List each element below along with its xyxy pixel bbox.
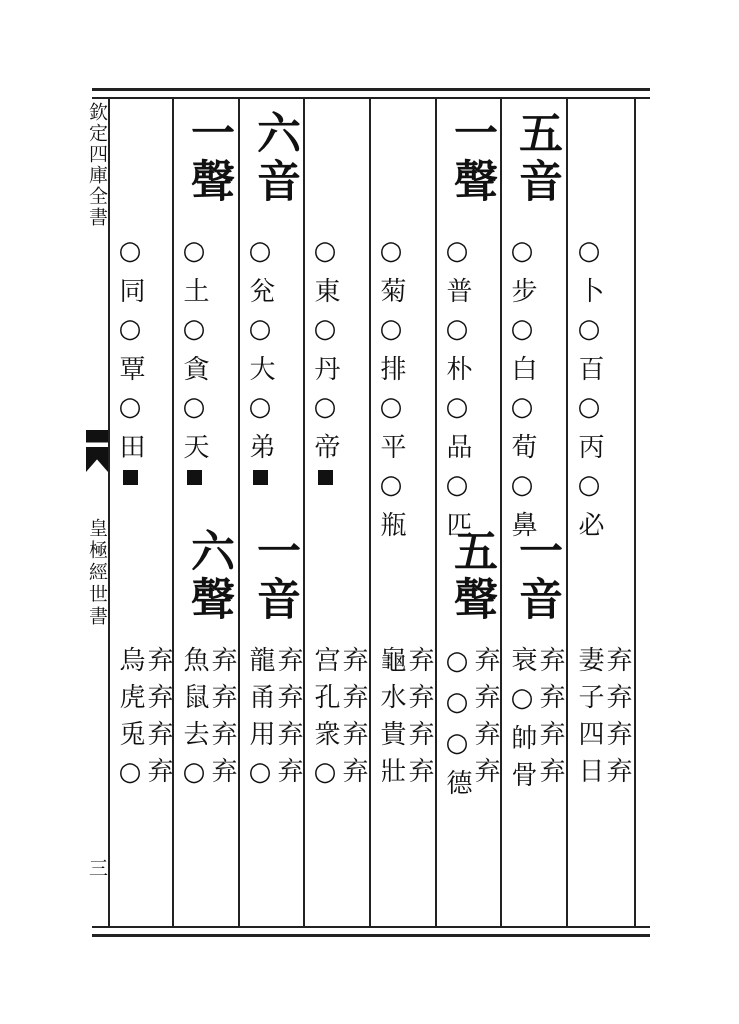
upper-cells: ○普○朴○品○匹 — [442, 236, 472, 548]
text-column-5 — [306, 98, 370, 927]
column-heading: 一聲 — [446, 110, 497, 206]
fill-cells: 弃弃弃弃 — [207, 646, 237, 794]
upper-cells: ○卜○百○丙○必 — [574, 236, 604, 548]
text-column-4 — [372, 98, 436, 927]
text-column-3 — [438, 98, 502, 927]
upper-cells: ○菊○排○平○瓶 — [376, 236, 406, 548]
fill-cells: 弃弃弃弃 — [273, 646, 303, 794]
lower-cells: 宫孔衆○ — [310, 646, 340, 798]
missing-char-block-icon — [318, 470, 333, 485]
column-heading: 五聲 — [446, 528, 497, 624]
text-column-7 — [175, 98, 239, 927]
fill-cells: 弃弃弃弃 — [602, 646, 632, 794]
lower-cells: 妻子四日 — [574, 646, 604, 794]
upper-cells: ○同○覃○田 — [115, 236, 145, 485]
column-heading: 五音 — [511, 110, 562, 206]
missing-char-block-icon — [123, 470, 138, 485]
lower-cells: 烏虎兎○ — [115, 646, 145, 798]
bottom-border — [92, 934, 650, 937]
missing-char-block-icon — [253, 470, 268, 485]
column-heading: 一音 — [511, 528, 562, 624]
lower-cells: 衰○帥骨 — [507, 646, 537, 798]
fill-cells: 弃弃弃弃 — [470, 646, 500, 794]
lower-cells: 龍甬用○ — [245, 646, 275, 798]
fill-cells: 弃弃弃弃 — [404, 646, 434, 794]
fill-cells: 弃弃弃弃 — [535, 646, 565, 794]
text-column-1 — [570, 98, 634, 927]
text-column-6 — [241, 98, 305, 927]
top-border — [92, 88, 650, 91]
lower-cells: ○○○德 — [442, 646, 472, 806]
text-column-2 — [503, 98, 567, 927]
column-heading: 一聲 — [183, 110, 234, 206]
fill-cells: 弃弃弃弃 — [143, 646, 173, 794]
lower-cells: 魚鼠去○ — [179, 646, 209, 798]
fill-cells: 弃弃弃弃 — [338, 646, 368, 794]
column-heading: 六聲 — [183, 528, 234, 624]
missing-char-block-icon — [187, 470, 202, 485]
margin-collection-title: 欽定四庫全書 — [86, 102, 108, 228]
margin-book-title: 皇極經世書 — [86, 518, 108, 628]
margin-page-number: 三 — [86, 858, 108, 877]
upper-cells: ○兊○大○弟 — [245, 236, 275, 485]
fish-tail-mark-icon — [86, 430, 108, 472]
lower-cells: 龜水貴壯 — [376, 646, 406, 794]
text-column-8 — [111, 98, 175, 927]
upper-cells: ○東○丹○帝 — [310, 236, 340, 485]
column-heading: 一音 — [249, 528, 300, 624]
upper-cells: ○土○貪○天 — [179, 236, 209, 485]
column-heading: 六音 — [249, 110, 300, 206]
page-margin-strip — [84, 98, 110, 927]
upper-cells: ○步○白○荀○鼻 — [507, 236, 537, 548]
column-divider — [634, 97, 636, 927]
